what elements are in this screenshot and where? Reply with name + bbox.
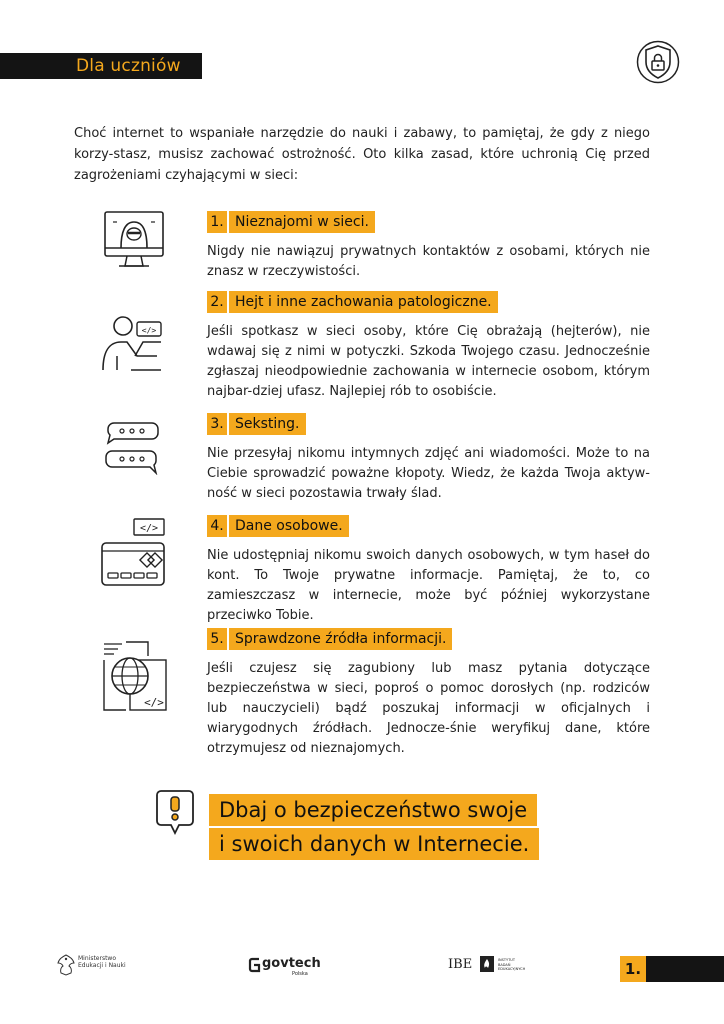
rule-1-title-text: Nieznajomi w sieci. [235,214,369,230]
ibe-sub-2: BADAŃ [498,962,511,967]
rule-5-body: Jeśli czujesz się zagubiony lub masz pytania dotyczące bezpieczeństwa w sieci, poproś o pomoc dorosłych (np. rodziców lub nauczycieli) bądź poszukaj informacji w oficjalnych i wiarygodnych źródłach. Jednocze-śnie weryfikuj dane, które otrzymujesz od nieznajomych. [207,661,650,756]
rule-4-number: 4. [207,515,229,537]
slogan-line-2: i swoich danych w Internecie. [209,828,539,860]
page-number: 1. [620,956,646,982]
rule-4-title-text: Dane osobowe. [235,518,343,534]
chat-bubbles-icon [104,421,160,475]
rule-3-number: 3. [207,413,229,435]
rule-5-number: 5. [207,628,229,650]
rule-4-title [207,515,349,537]
ministry-line-1: Ministerstwo [78,955,117,962]
rule-2-body: Jeśli spotkasz w sieci osoby, które Cię obrażają (hejterów), nie wdawaj się z nimi w potyczki. Szkoda Twojego czasu. Jednocześnie zgłaszaj nieodpowiednie zachowania w internecie osobom, którym najbar-dziej ufasz. Najlepiej rób to osobiście. [207,324,650,399]
warning-bubble-icon [155,789,195,835]
rule-4-body: Nie udostępniaj nikomu swoich danych osobowych, w tym haseł do kont. To Twoje prywatne informacje. Pamiętaj, że to, co zamieszczasz w internecie, może być później wykorzystane przeciwko Tobie. [207,548,650,623]
intro-paragraph: Choć internet to wspaniałe narzędzie do nauki i zabawy, to pamiętaj, że gdy z niego korzy-stasz, musisz zachować ostrożność. Oto kilka zasad, które uchronią Cię przed zagrożeniami czyhającymi w sieci: [74,126,650,183]
ibe-mark: IBE [448,957,473,972]
rule-1-body: Nigdy nie nawiązuj prywatnych kontaktów z osobami, których nie znasz w rzeczywistości. [207,244,650,279]
ibe-sub-1: INSTYTUT [498,958,515,962]
slogan-line-1: Dbaj o bezpieczeństwo swoje [209,794,537,826]
section-header-tab [0,53,202,79]
rule-3-title-text: Seksting. [235,416,300,432]
rule-2-title-text: Hejt i inne zachowania patologiczne. [235,294,492,310]
ministry-logo [56,953,146,979]
govtech-mark-icon [248,956,261,974]
svg-text:</>: </> [144,696,164,709]
ibe-logo [448,954,548,980]
rule-1-title [207,211,375,233]
rule-2-title [207,291,498,313]
person-laptop-icon [97,312,165,372]
govtech-text: govtech [262,956,321,971]
svg-text:</>: </> [141,326,157,335]
rule-5-title [207,628,452,650]
shield-lock-icon [636,40,680,84]
ibe-flame-icon [480,956,494,972]
section-label: Dla uczniów [76,56,181,76]
credit-card-code-icon [100,517,166,587]
rule-3-title [207,413,306,435]
rule-3-body: Nie przesyłaj nikomu intymnych zdjęć ani wiadomości. Może to na Ciebie sprowadzić poważne kłopoty. Wiedz, że każda Twoja aktyw-ność w sieci pozostawia trwały ślad. [207,446,650,501]
svg-text:</>: </> [139,523,159,534]
rule-5-title-text: Sprawdzone źródła informacji. [235,631,447,647]
govtech-logo [248,954,328,980]
rule-2-number: 2. [207,291,229,313]
ibe-sub-3: EDUKACYJNYCH [498,967,526,971]
globe-code-icon [102,640,168,712]
hacker-monitor-icon [103,210,165,272]
eagle-emblem-icon [56,953,76,977]
page-number-bar [620,956,724,982]
rule-1-number: 1. [207,211,229,233]
ministry-line-2: Edukacji i Nauki [78,962,126,969]
govtech-sub: Polska [292,971,308,977]
